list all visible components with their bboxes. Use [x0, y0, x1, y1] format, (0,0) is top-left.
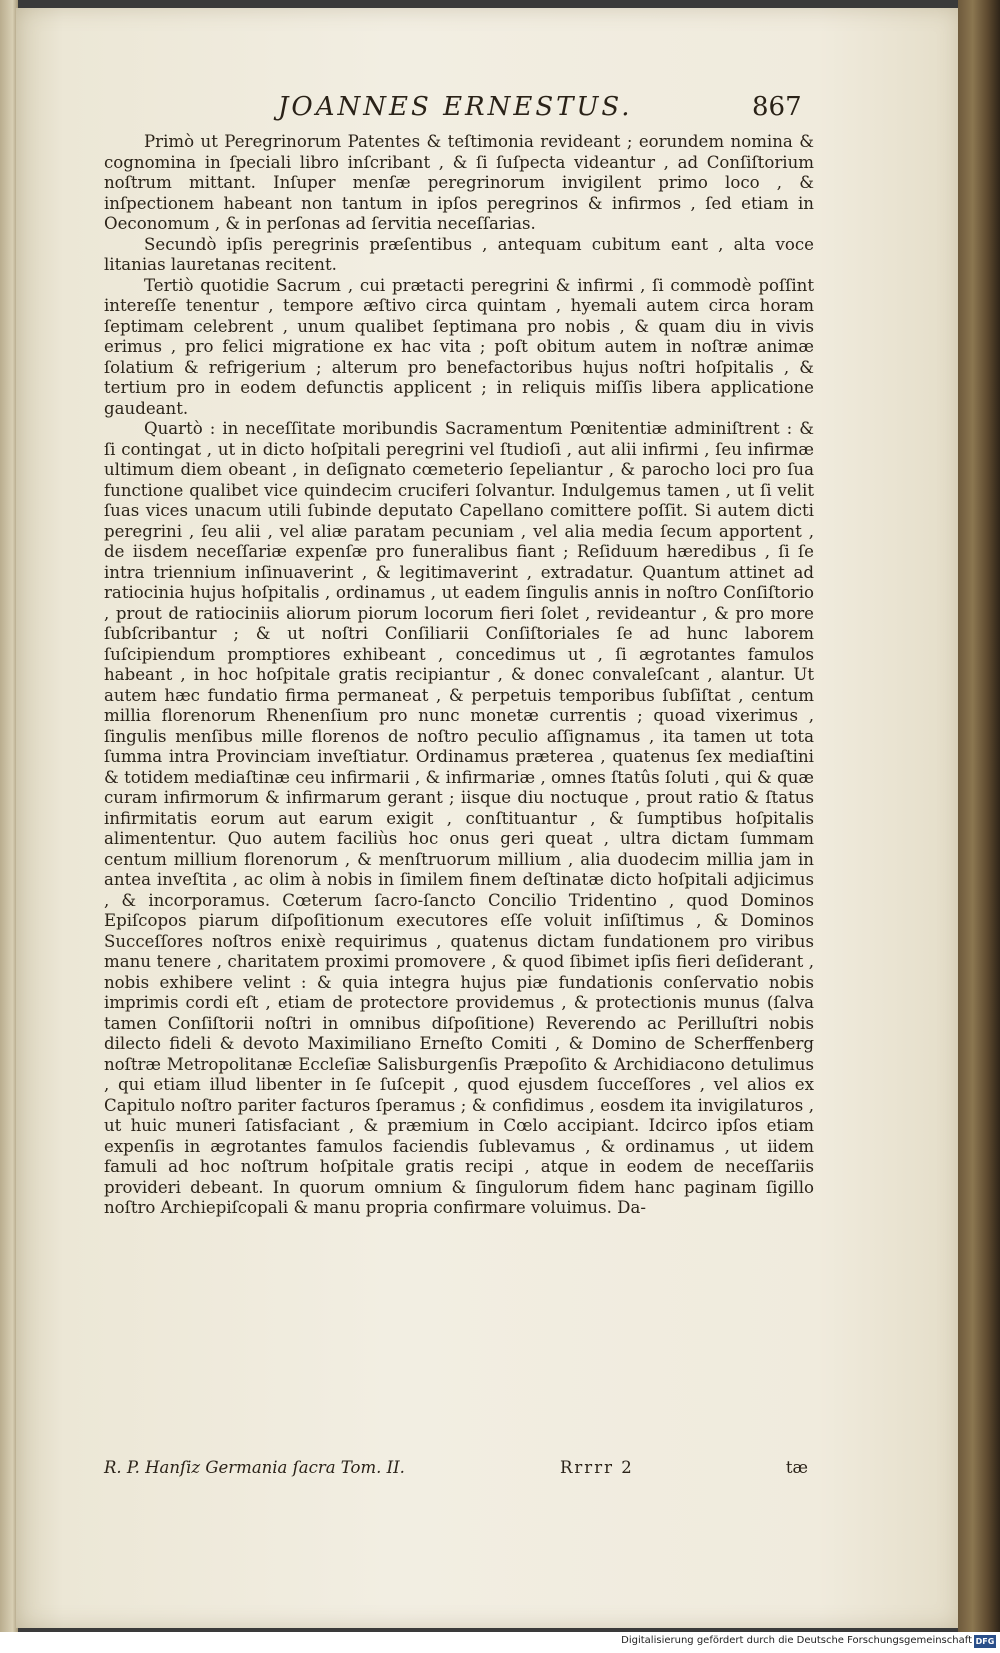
footer-source-reference: R. P. Hanſiz Germania ſacra Tom. II.	[104, 1458, 405, 1477]
page-number: 867	[752, 92, 802, 122]
book-page	[16, 8, 960, 1628]
paragraph-tertio: Tertiò quotidie Sacrum , cui prætacti peregrini & infirmi , ſi commodè poſſint intereſſe tenentur , tempore æſtivo circa quintam , hyemali autem circa horam ſeptimam celebrent , unum qualibet ſeptimana pro nobis , & quam diu in vivis erimus , pro felici migratione ex hac vita ; poſt obitum autem in noſtræ animæ ſolatium & refrigerium ; alterum pro benefactoribus hujus noſtri hoſpitalis , & tertium pro in eodem defunctis applicent ; in reliquis miſſis libera applicatione gaudeant.	[104, 275, 814, 418]
running-head: JOANNES ERNESTUS.	[278, 92, 633, 122]
book-fore-edge	[958, 0, 1000, 1632]
body-text	[104, 132, 814, 1219]
page-footer	[104, 1458, 808, 1482]
paragraph-quarto: Quartò : in neceſſitate moribundis Sacramentum Pœnitentiæ adminiſtrent : & ſi contingat , ut in dicto hoſpitali peregrini vel ſtudioſi , aut alii infirmi , ſeu infirmæ ultimum diem obeant , in deſignato cœmeterio ſepeliantur , & parocho loci pro ſua functione qualibet vice quindecim cruciferi ſolvantur. Indulgemus tamen , ut ſi velit ſuas vices unacum utili ſubinde deputato Capellano comittere poſſit. Si autem dicti peregrini , ſeu alii , vel aliæ paratam pecuniam , vel alia media ſecum apportent , de iisdem neceſſariæ expenſæ pro funeralibus fiant ; Reſiduum hæredibus , ſi ſe intra triennium inſinuaverint , & legitimaverint , extradatur. Quantum attinet ad ratiocinia hujus hoſpitalis , ordinamus , ut eadem ſingulis annis in noſtro Conſiſtorio , prout de ratiociniis aliorum piorum locorum fieri ſolet , revideantur , & pro more ſubſcribantur ; & ut noſtri Conſiliarii Conſiſtoriales ſe ad hunc laborem ſuſcipiendum promptiores exhibeant , concedimus ut , ſi ægrotantes famulos habeant , in hoc hoſpitale gratis recipiantur , & donec convaleſcant , alantur. Ut autem hæc fundatio firma permaneat , & perpetuis temporibus ſubſiſtat , centum millia florenorum Rhenenſium pro nunc monetæ currentis ; quoad vixerimus , ſingulis menſibus mille florenos de noſtro peculio aſſignamus , ita tamen ut tota ſumma intra Provinciam inveſtiatur. Ordinamus præterea , quatenus ſex mediaſtini & totidem mediaſtinæ ceu infirmarii , & infirmariæ , omnes ſtatûs ſoluti , qui & quæ curam infirmorum & infirmarum gerant ; iisque diu noctuque , prout ratio & ſtatus infirmitatis eorum aut earum exigit , conſtituantur , & ſumptibus hoſpitalis alimententur. Quo autem faciliùs hoc onus geri queat , ultra dictam ſummam centum millium florenorum , & menſtruorum millium , alia duodecim millia jam in antea inveſtita , ac olim à nobis in ſimilem finem deſtinatæ dicto hoſpitali adjicimus , & incorporamus. Cœterum ſacro-ſancto Concilio Tridentino , quod Dominos Epiſcopos piarum diſpoſitionum executores eſſe voluit inſiſtimus , & Dominos Succeſſores noſtros enixè requirimus , quatenus dictam fundationem pro viribus manu tenere , charitatem proximi promovere , & quod ſibimet ipſis fieri deſiderant , nobis exhibere velint : & quia integra hujus piæ fundationis conſervatio nobis imprimis cordi eſt , etiam de protectore providemus , & protectionis munus (ſalva tamen Conſiſtorii noſtri in omnibus diſpoſitione) Reverendo ac Perilluſtri nobis dilecto fideli & devoto Maximiliano Erneſto Comiti , & Domino de Scherffenberg noſtræ Metropolitanæ Eccleſiæ Salisburgenſis Præpoſito & Archidiacono detulimus , qui etiam illud libenter in ſe ſuſcepit , quod ejusdem ſucceſſores , vel alios ex Capitulo noſtro pariter facturos ſperamus ; & confidimus , eosdem ita invigilaturos , ut huic muneri ſatisfaciant , & præmium in Cœlo accipiant. Idcirco ipſos etiam expenſis in ægrotantes famulos faciendis ſublevamus , & ordinamus , ut iidem famuli ad hoc noſtrum hoſpitale gratis recipi , atque in eodem de neceſſariis provideri debeant. In quorum omnium & ſingulorum fidem hanc paginam ſigillo noſtro Archiepiſcopali & manu propria confirmare voluimus. Da-	[104, 419, 814, 1217]
credit-text: Digitalisierung gefördert durch die Deutsche Forschungsgemeinschaft	[621, 1635, 972, 1646]
catchword: tæ	[785, 1458, 808, 1477]
dfg-logo-icon: DFG	[975, 1637, 995, 1646]
credit-bar	[0, 1632, 1000, 1653]
paragraph-secundo: Secundò ipſis peregrinis præſentibus , antequam cubitum eant , alta voce litanias lauretanas recitent.	[104, 234, 814, 274]
paragraph-primo: Primò ut Peregrinorum Patentes & teſtimonia revideant ; eorundem nomina & cognomina in ſpeciali libro inſcribant , & ſi ſuſpecta videantur , ad Conſiſtorium noſtrum mittant. Inſuper menſæ peregrinorum invigilent primo loco , & inſpectionem habeant non tantum in ipſos peregrinos & infirmos , ſed etiam in Oeconomum , & in perſonas ad ſervitia neceſſarias.	[104, 132, 814, 233]
signature-mark: Rrrrr 2	[560, 1458, 634, 1477]
page-header	[16, 92, 960, 132]
